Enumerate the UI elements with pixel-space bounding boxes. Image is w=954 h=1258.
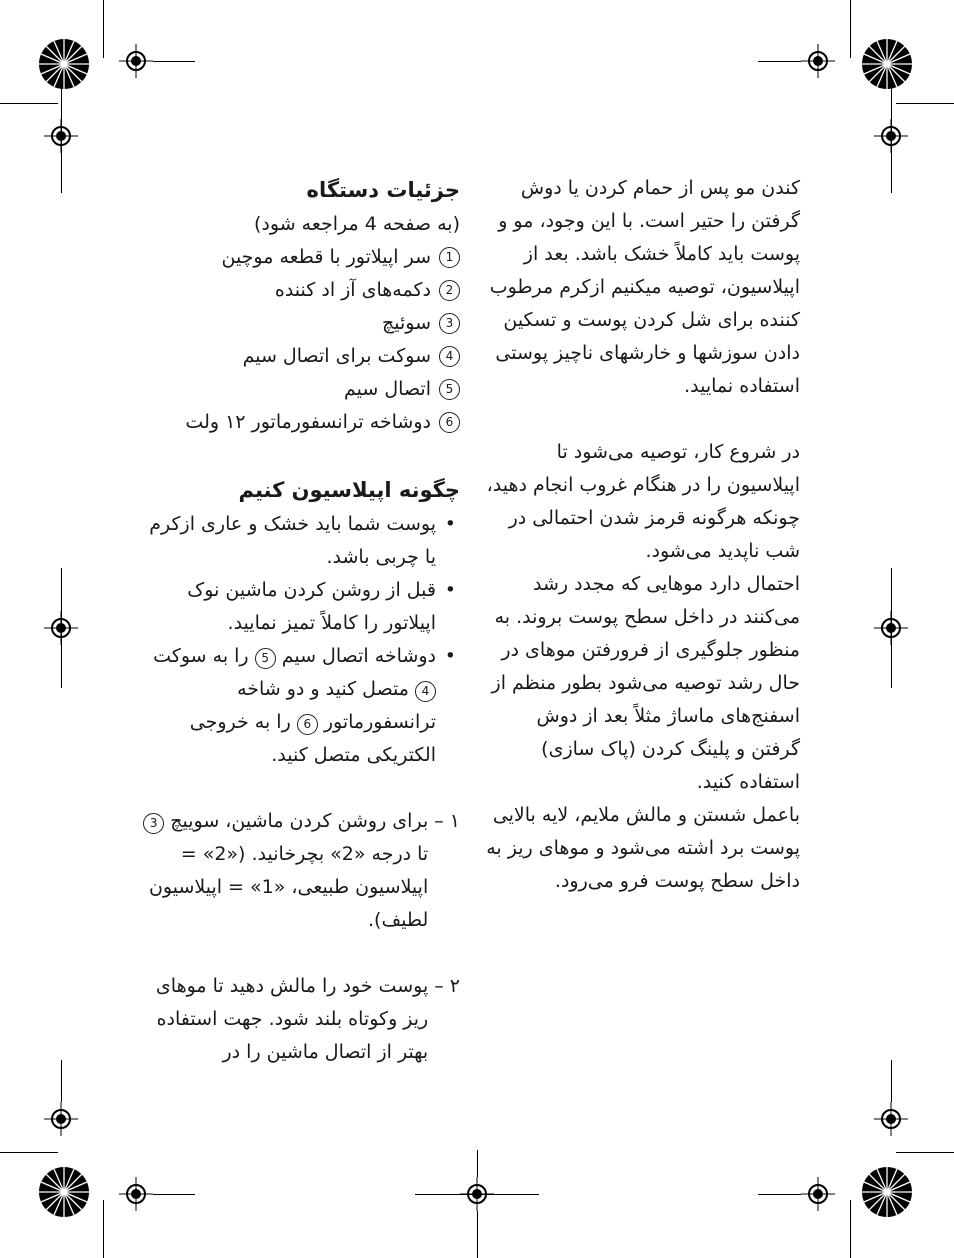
list-item [140,340,460,373]
part-label: دوشاخه ترانسفورماتور ۱۲ ولت [185,411,431,433]
circled-number: 2 [439,280,460,301]
crosshair-bottom-left [119,1177,153,1211]
part-label: سر اپیلاتور با قطعه موچین [221,246,431,268]
step-text: پوست خود را مالش دهید تا موهای ریز وکوتاه بلند شود. جهت استفاده بهتر از اتصال ماشین را در [155,975,429,1063]
circled-number: 4 [439,346,460,367]
circled-number: 3 [143,813,164,834]
crop-line [61,78,62,193]
step-2 [140,970,460,1069]
step-number: ۱ – [434,810,460,832]
part-label: سوکت برای اتصال سیم [242,345,431,367]
circled-number: 5 [439,379,460,400]
starburst-bottom-left [38,1166,90,1218]
list-item: • قبل از روشن کردن ماشین نوک اپیلاتور را کاملاً تمیز نمایید. [140,574,460,640]
bullet-text: را به خروجی الکتریکی متصل کنید. [189,711,436,766]
paragraph-ingrown-hairs: احتمال دارد موهایی که مجدد رشد می‌کنند در داخل سطح پوست بروند. به منظور جلوگیری از فرورفتن موهای در حال رشد توصیه می‌شود بطور منظم از اسفنج‌های ماساژ مثلاً بعد از دوش گرفتن و پلینگ کردن (پاک سازی) استفاده کنید. [491,573,800,793]
crop-line [896,103,954,104]
part-label: دکمه‌های آز اد کننده [274,279,431,301]
crop-line [896,1152,954,1153]
bullet-text: دوشاخه اتصال سیم [281,645,436,667]
step-1 [140,805,460,937]
circled-number: 4 [415,681,436,702]
list-item [140,241,460,274]
howto-heading: چگونه اپیلاسیون کنیم [238,478,460,502]
crop-line [103,0,104,58]
crop-line [0,1152,58,1153]
crosshair-top-right [801,44,835,78]
crop-line [758,1194,801,1195]
bullet-text: متصل کنید و دو شاخه ترانسفورماتور [237,678,436,733]
list-item [140,640,460,772]
circled-number: 1 [439,247,460,268]
step-text-part: برای روشن کردن ماشین، سوییچ [170,810,429,832]
starburst-bottom-right [861,1166,913,1218]
crop-line [61,1060,62,1102]
crop-line [477,1150,478,1177]
list-item [140,406,460,439]
crop-line [891,1060,892,1102]
device-details-heading: جزئیات دستگاه [306,178,460,202]
crop-line [153,61,195,62]
starburst-top-right [861,38,913,90]
crop-line [850,0,851,58]
page-reference-note: (به صفحه 4 مراجعه شود) [254,213,460,235]
list-item [140,373,460,406]
device-parts-list [140,241,460,439]
bullet-text: را به سوکت [153,645,249,667]
crop-line [891,78,892,193]
paragraph-exfoliation: باعمل شستن و مالش ملایم، لایه بالایی پوست برد اشته می‌شود و موهای ریز به داخل سطح پوست فرو می‌رود. [486,804,800,892]
crosshair-lower-left [44,1102,78,1136]
crop-line [415,1194,539,1195]
crop-line [153,1194,195,1195]
right-column [482,172,800,898]
circled-number: 6 [439,412,460,433]
crop-line [758,61,801,62]
part-label: سوئیچ [381,312,431,334]
step-text-part: تا درجه «2» بچرخانید. («2» = اپیلاسیون طبیعی، «1» = اپیلاسیون لطیف). [148,843,429,931]
crop-line [103,1200,104,1258]
crosshair-bottom-right [801,1177,835,1211]
paragraph-after-shower: کندن مو پس از حمام کردن یا دوش گرفتن را حتیر است. با این وجود، مو و پوست باید کاملاً خشک باشد. بعد از اپیلاسیون، توصیه میکنیم ازکرم مرطوب کننده برای شل کردن پوست و تسکین دادن سوزشها و خارشهای ناچیز پوستی استفاده نمایید. [489,177,800,397]
crop-line [61,568,62,688]
crop-line [891,568,892,688]
preparation-bullets [140,508,460,772]
circled-number: 3 [439,313,460,334]
step-number: ۲ – [434,975,460,997]
left-column [140,172,460,1069]
starburst-top-left [38,38,90,90]
list-item [140,307,460,340]
crop-line [477,1211,478,1258]
list-item [140,274,460,307]
crosshair-top-left [119,44,153,78]
paragraph-evening-tip: در شروع کار، توصیه می‌شود تا اپیلاسیون را در هنگام غروب انجام دهید، چونکه هرگونه قرمز شدن احتمالی در شب ناپدید می‌شود. [486,441,800,562]
circled-number: 5 [255,648,276,669]
crop-line [850,1200,851,1258]
step-text [140,805,428,937]
list-item: • پوست شما باید خشک و عاری ازکرم یا چربی باشد. [140,508,460,574]
crosshair-lower-right [874,1102,908,1136]
circled-number: 6 [297,714,318,735]
crop-line [0,103,58,104]
part-label: اتصال سیم [344,378,431,400]
